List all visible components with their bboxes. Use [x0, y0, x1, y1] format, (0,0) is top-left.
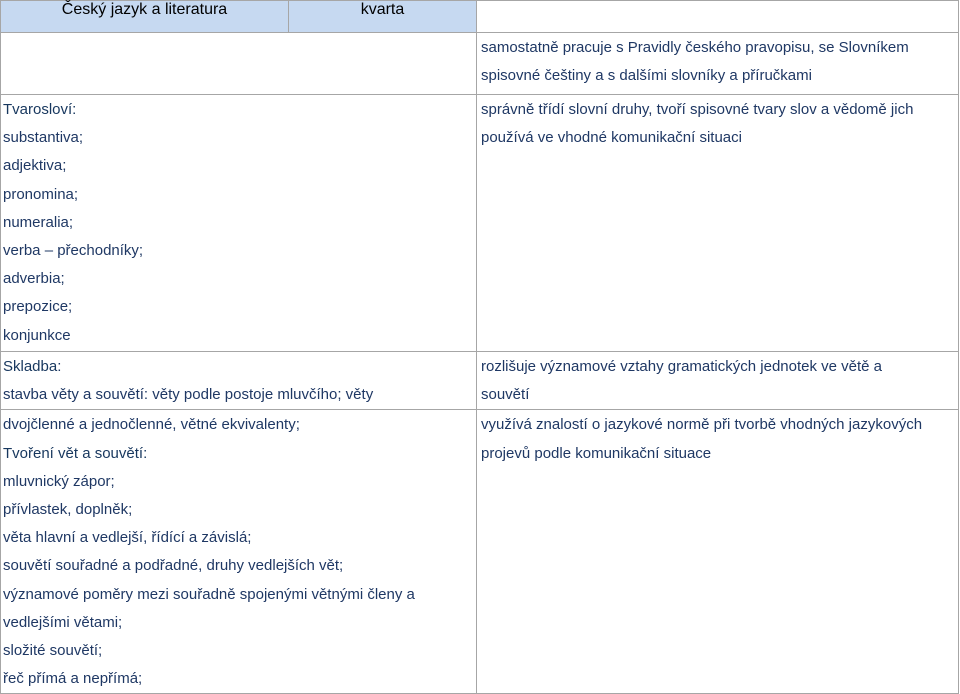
list-item: pronomina; — [3, 185, 79, 203]
list-item: adjektiva; — [3, 157, 67, 175]
content-cell-intro — [1, 33, 477, 95]
outcome-line: samostatně pracuje s Pravidly českého pravopisu, se Slovníkem — [481, 39, 909, 56]
list-item: stavba věty a souvětí: věty podle postoje mluvčího; věty — [3, 386, 374, 404]
outcome-cell-skladba — [477, 352, 959, 410]
outcome-line: projevů podle komunikační situace — [481, 444, 712, 462]
subject-title: Český jazyk a literatura — [1, 1, 289, 33]
section-heading-skladba: Skladba — [3, 358, 58, 375]
outcome-line: rozlišuje významové vztahy gramatických jednotek ve větě a — [481, 358, 883, 375]
table-row-intro — [1, 33, 959, 95]
list-item: dvojčlenné a jednočlenné, větné ekvivalenty; — [3, 416, 300, 434]
section-heading-suffix: : — [57, 358, 62, 375]
list-item: významové poměry mezi souřadně spojenými větnými členy a — [3, 585, 415, 603]
outcome-line: souvětí — [481, 386, 530, 404]
list-item: souvětí souřadné a podřadné, druhy vedlejších vět; — [3, 557, 344, 575]
table-row-skladba — [1, 352, 959, 410]
grade-title: kvarta — [289, 1, 477, 33]
list-item: numeralia; — [3, 213, 74, 231]
list-item: prepozice; — [3, 298, 73, 316]
list-item: vedlejšími větami; — [3, 613, 123, 631]
list-item: přívlastek, doplněk; — [3, 501, 133, 519]
section-heading-tvoreni: Tvoření vět a souvětí: — [3, 444, 148, 462]
list-item: substantiva; — [3, 129, 84, 147]
content-cell-tvaroslovi — [1, 95, 477, 352]
table-row-tvaroslovi — [1, 95, 959, 352]
list-item: konjunkce — [3, 326, 71, 344]
list-item: verba – přechodníky; — [3, 242, 144, 260]
list-item: složité souvětí; — [3, 642, 103, 660]
list-item: věta hlavní a vedlejší, řídící a závislá; — [3, 529, 252, 547]
outcome-line: správně třídí slovní druhy, tvoří spisovné tvary slov a vědomě jich — [481, 101, 914, 118]
outcome-cell-tvoreni — [477, 410, 959, 694]
header-empty-cell — [477, 1, 959, 33]
content-cell-tvoreni — [1, 410, 477, 694]
header-row — [1, 1, 959, 33]
content-cell-skladba — [1, 352, 477, 410]
list-item: mluvnický zápor; — [3, 472, 115, 490]
list-item: řeč přímá a nepřímá; — [3, 670, 143, 688]
outcome-cell-intro — [477, 33, 959, 95]
outcome-line: používá ve vhodné komunikační situaci — [481, 129, 742, 147]
table-row-tvoreni — [1, 410, 959, 694]
outcome-line: využívá znalostí o jazykové normě při tvorbě vhodných jazykových — [481, 416, 923, 434]
list-item: adverbia; — [3, 270, 65, 288]
outcome-cell-tvaroslovi — [477, 95, 959, 352]
outcome-line: spisovné češtiny a s dalšími slovníky a příručkami — [481, 67, 812, 85]
section-heading-tvaroslovi: Tvarosloví: — [3, 101, 77, 118]
